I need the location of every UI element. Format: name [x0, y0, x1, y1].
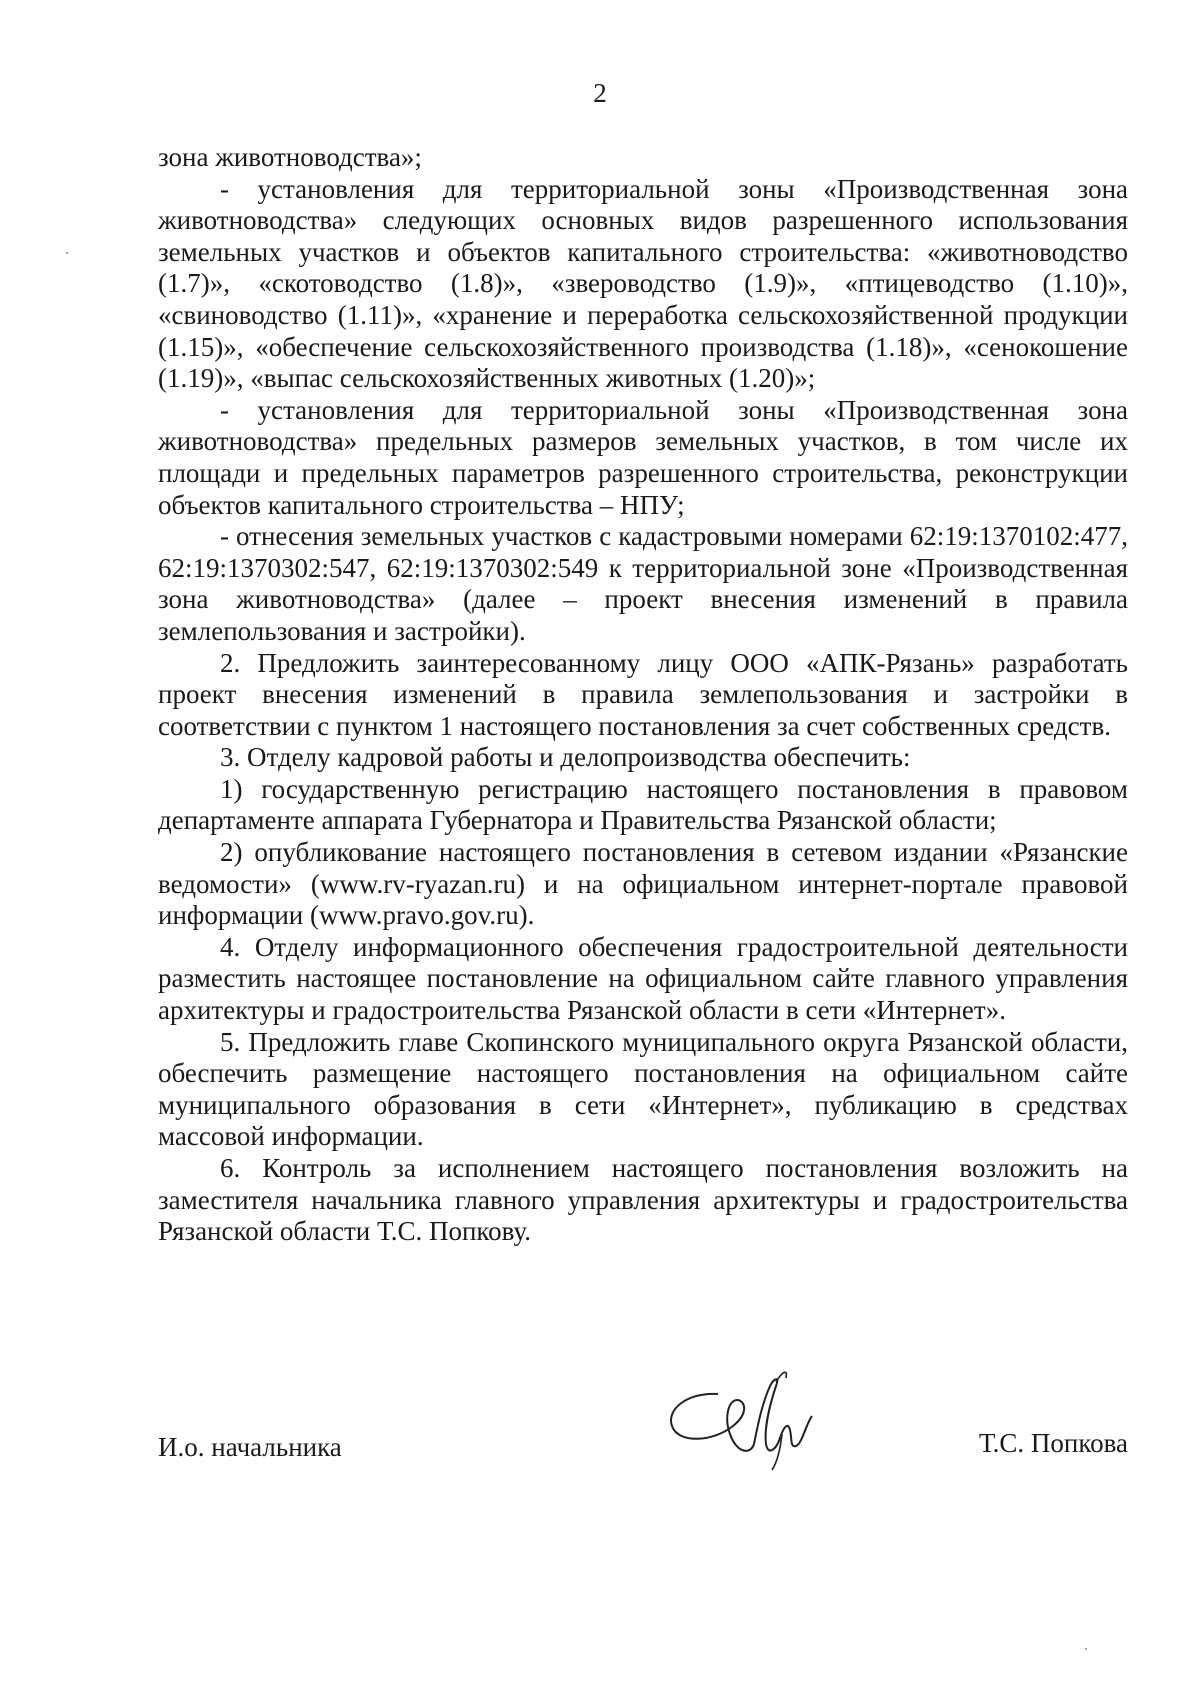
paragraph-1: - установления для территориальной зоны «Производственная зона животноводства» следующих основных видов разрешенного использования земельных участков и объектов капитального строительства: «животноводство (1.7)», «скотоводство (1.8)», «звероводство (1.9)», «птицеводство (1.10)», «свиноводство (1.11)», «хранение и переработка сельскохозяйственной продукции (1.15)», «обеспечение сельскохозяйственного производства (1.18)», «сенокошение (1.19)», «выпас сельскохозяйственных животных (1.20)»;: [158, 173, 1128, 394]
signatory-title: И.о. начальника: [158, 1432, 342, 1462]
paragraph-6: 1) государственную регистрацию настоящего постановления в правовом департаменте аппарата Губернатора и Правительства Рязанской области;: [158, 773, 1128, 836]
paragraph-10: 6. Контроль за исполнением настоящего постановления возложить на заместителя начальника главного управления архитектуры и градостроительства Рязанской области Т.С. Попкову.: [158, 1153, 1128, 1247]
handwritten-signature: [658, 1364, 828, 1474]
paragraph-0: зона животноводства»;: [158, 142, 422, 172]
paragraph-8: 4. Отделу информационного обеспечения градостроительной деятельности разместить настоящее постановление на официальном сайте главного управления архитектуры и градостроительства Рязанской области в сети «Интернет».: [158, 931, 1128, 1026]
paragraph-9: 5. Предложить главе Скопинского муниципального округа Рязанской области, обеспечить размещение настоящего постановления на официальном сайте муниципального образования в сети «Интернет», публикацию в средствах массовой информации.: [158, 1026, 1128, 1152]
paragraph-7: 2) опубликование настоящего постановления в сетевом издании «Рязанские ведомости» (www.rv-ryazan.ru) и на официальном интернет-портале правовой информации (www.pravo.gov.ru).: [158, 837, 1128, 931]
signatory-name: Т.С. Попкова: [978, 1428, 1128, 1458]
paragraph-5: 3. Отделу кадровой работы и делопроизводства обеспечить:: [220, 742, 911, 773]
signature-block: [158, 1400, 1128, 1480]
document-body: [158, 142, 1128, 1248]
paragraph-3: - отнесения земельных участков с кадастровыми номерами 62:19:1370102:477, 62:19:1370302:547, 62:19:1370302:549 к территориальной зоне «Производственная зона животноводства» (далее – проект внесения изменений в правила землепользования и застройки).: [158, 521, 1128, 646]
paragraph-4: 2. Предложить заинтересованному лицу ООО «АПК-Рязань» разработать проект внесения изменений в правила землепользования и застройки в соответствии с пунктом 1 настоящего постановления за счет собственных средств.: [158, 647, 1128, 741]
scan-speck: [1085, 1648, 1087, 1650]
page-number: 2: [593, 78, 607, 108]
paragraph-2: - установления для территориальной зоны «Производственная зона животноводства» предельных размеров земельных участков, в том числе их площади и предельных параметров разрешенного строительства, реконструкции объектов капитального строительства – НПУ;: [158, 394, 1128, 520]
scan-speck: [66, 252, 68, 254]
